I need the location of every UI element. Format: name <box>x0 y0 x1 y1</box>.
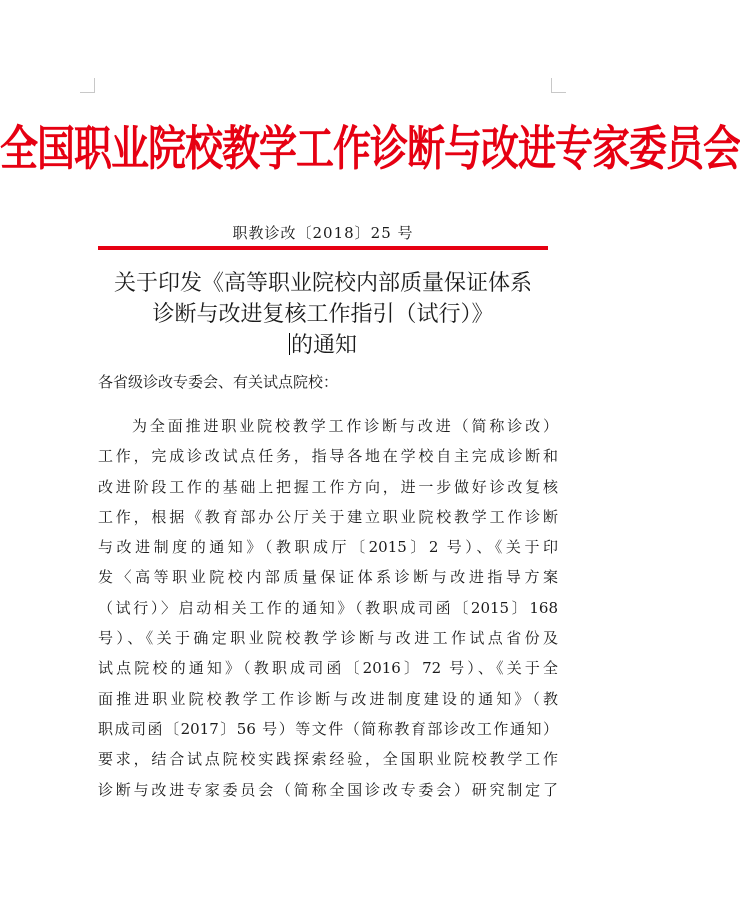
page-corner-mark-right <box>551 78 566 93</box>
body-text <box>98 411 558 805</box>
body-line: 发〈高等职业院校内部质量保证体系诊断与改进指导方案 <box>98 568 558 587</box>
body-line: 与改进制度的通知》（教职成厅〔2015〕2 号）、《关于印 <box>98 538 558 557</box>
salutation: 各省级诊改专委会、有关试点院校： <box>98 373 339 391</box>
issuer-header: 全国职业院校教学工作诊断与改进专家委员会 <box>0 121 740 177</box>
document-number: 职教诊改〔2018〕25 号 <box>232 224 414 242</box>
body-line: 工作，完成诊改试点任务，指导各地在学校自主完成诊断和 <box>98 447 558 466</box>
page-corner-mark-left <box>80 78 95 93</box>
body-line: 职成司函〔2017〕56 号）等文件（简称教育部诊改工作通知） <box>98 719 558 738</box>
body-line: 要求，结合试点院校实践探索经验，全国职业院校教学工作 <box>98 750 558 769</box>
notice-title <box>60 268 586 361</box>
body-line: 面推进职业院校教学工作诊断与改进制度建设的通知》（教 <box>98 689 558 708</box>
title-line: 诊断与改进复核工作指引（试行）》 <box>152 302 494 327</box>
text-cursor <box>289 333 290 355</box>
title-line-with-cursor[interactable] <box>60 330 586 361</box>
body-line: 工作，根据《教育部办公厅关于建立职业院校教学工作诊断 <box>98 507 558 526</box>
body-line: 为全面推进职业院校教学工作诊断与改进（简称诊改） <box>132 417 558 435</box>
title-line: 关于印发《高等职业院校内部质量保证体系 <box>113 271 532 296</box>
body-line: 号）、《关于确定职业院校教学诊断与改进工作试点省份及 <box>98 629 558 648</box>
body-line: 诊断与改进专家委员会（简称全国诊改专委会）研究制定了 <box>98 780 558 799</box>
body-line: 试点院校的通知》（教职成司函〔2016〕72 号）、《关于全 <box>98 659 558 678</box>
red-separator-line <box>98 246 548 250</box>
title-line: 的通知 <box>290 333 357 358</box>
body-line: （试行）〉启动相关工作的通知》（教职成司函〔2015〕168 <box>98 598 558 617</box>
body-line: 改进阶段工作的基础上把握工作方向，进一步做好诊改复核 <box>98 477 558 496</box>
